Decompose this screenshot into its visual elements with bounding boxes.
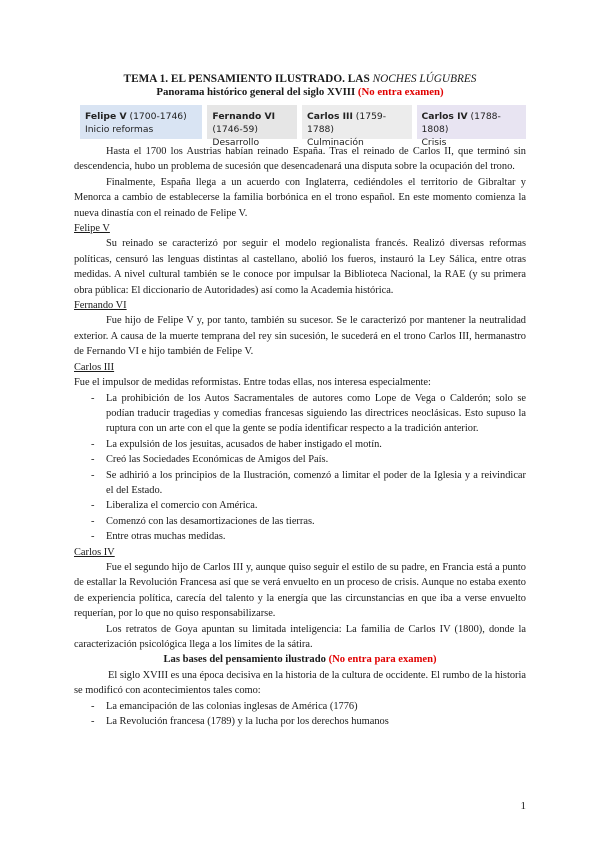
heading-fernando-vi: Fernando VI xyxy=(74,300,127,312)
period-phase: Crisis xyxy=(421,137,447,148)
reign-timeline xyxy=(80,105,526,148)
intro-paragraph: Hasta el 1700 los Austrias habían reinado España. Tras el reinado de Carlos II, que terminó sin descendencia, hubo un problema de sucesión que desencadenará una disputa sobre la ocupación del trono. xyxy=(74,146,526,173)
page-title xyxy=(74,72,526,86)
page-content xyxy=(74,72,526,729)
subtitle-text: Panorama histórico general del siglo XVIII xyxy=(156,86,358,98)
timeline-period-felipe-v xyxy=(80,105,202,139)
intro-paragraph: Finalmente, España llega a un acuerdo con Inglaterra, cediéndoles el territorio de Gibraltar y Menorca a cambio de establecerse la familia borbónica en el trono español. En este momento comienza la nueva dinastía con el reinado de Felipe V. xyxy=(74,176,526,219)
heading-carlos-iii: Carlos III xyxy=(74,361,115,373)
carlos-iii-intro: Fue el impulsor de medidas reformistas. Entre todas ellas, nos interesa especialmente: xyxy=(74,377,431,389)
subtitle-note: (No entra examen) xyxy=(357,86,444,98)
page-subtitle xyxy=(74,86,526,99)
carlos-iv-goya-paragraph: Los retratos de Goya apuntan su limitada inteligencia: La familia de Carlos IV (1800), donde la caracterización psicológica llega a los límites de la sátira. xyxy=(74,623,526,650)
carlos-iii-measures-list xyxy=(74,391,526,545)
list-item: - La Revolución francesa (1789) y la lucha por los derechos humanos xyxy=(74,714,526,729)
period-name: Carlos IV xyxy=(421,111,468,122)
heading-felipe-v: Felipe V xyxy=(74,223,110,235)
period-name: Felipe V xyxy=(85,111,127,122)
period-phase: Inicio reformas xyxy=(85,124,154,135)
section-title-text: Las bases del pensamiento ilustrado xyxy=(163,654,329,666)
list-item: - Comenzó con las desamortizaciones de las tierras. xyxy=(74,514,526,529)
heading-carlos-iv: Carlos IV xyxy=(74,546,115,558)
page-number: 1 xyxy=(520,800,526,812)
list-item: - Liberaliza el comercio con América. xyxy=(74,498,526,513)
period-name: Fernando VI xyxy=(212,111,275,122)
felipe-v-paragraph: Su reinado se caracterizó por seguir el modelo regionalista francés. Realizó diversas reformas políticas, censuró las lenguas distintas al castellano, abolió los fueros, instauró la Ley Sálica, entre otras medidas. A nivel cultural también se le conoce por impulsar la Biblioteca Nacional, la RAE (y su primera obra pública: El diccionario de Autoridades) así como la Academia histórica. xyxy=(74,238,526,296)
section-title-note: (No entra para examen) xyxy=(328,654,437,666)
timeline-period-carlos-iv xyxy=(417,105,526,148)
period-years: (1759-1788) xyxy=(307,111,387,135)
period-name: Carlos III xyxy=(307,111,353,122)
period-years: (1788-1808) xyxy=(421,111,501,135)
bases-paragraph: El siglo XVIII es una época decisiva en la historia de la cultura de occidente. El rumbo de la historia se modificó con acontecimientos tales como: xyxy=(74,669,526,697)
bases-events-list xyxy=(74,699,526,730)
period-years: (1700-1746) xyxy=(126,111,187,122)
list-item: - La prohibición de los Autos Sacramentales de autores como Lope de Vega o Calderón; solo se podían traducir tragedias y comedias francesas siguiendo las directrices neoclásicas. Esto supuso la ruptura con un arte con el que la gente se podía identificar respecto a la tradición anterior. xyxy=(74,391,526,437)
fernando-vi-paragraph: Fue hijo de Felipe V y, por tanto, también su sucesor. Se le caracterizó por mantener la neutralidad exterior. A causa de la muerte temprana del rey sin sucesión, le sucederá en el trono Carlos III, hermanastro de Fernando VI e hijo también de Felipe V. xyxy=(74,315,526,358)
period-years: (1746-59) xyxy=(212,124,258,135)
list-item: - Creó las Sociedades Económicas de Amigos del País. xyxy=(74,452,526,467)
list-item: - La expulsión de los jesuitas, acusados de haber instigado el motín. xyxy=(74,437,526,452)
timeline-period-fernando-vi xyxy=(207,105,297,148)
period-phase: Culminación xyxy=(307,137,364,148)
carlos-iv-paragraph: Fue el segundo hijo de Carlos III y, aunque quiso seguir el estilo de su padre, en Francia está a punto de estallar la Revolución Francesa así que se verá envuelto en un proceso de crisis. Aunque no estaba exento de experiencia política, carecía del talento y la energía que las circunstancias en que iba a verse envuelto requerían, por lo que no quiso responsabilizarse. xyxy=(74,561,526,620)
title-italic: NOCHES LÚGUBRES xyxy=(372,73,477,85)
list-item: - Se adhirió a los principios de la Ilustración, comenzó a limitar el poder de la Iglesia y a reivindicar el del Estado. xyxy=(74,468,526,499)
list-item: - La emancipación de las colonias inglesas de América (1776) xyxy=(74,699,526,714)
section-title-bases xyxy=(74,652,526,667)
list-item: - Entre otras muchas medidas. xyxy=(74,529,526,544)
title-text: TEMA 1. EL PENSAMIENTO ILUSTRADO. LAS xyxy=(123,73,373,85)
period-phase: Desarrollo xyxy=(212,137,260,148)
timeline-period-carlos-iii xyxy=(302,105,411,148)
